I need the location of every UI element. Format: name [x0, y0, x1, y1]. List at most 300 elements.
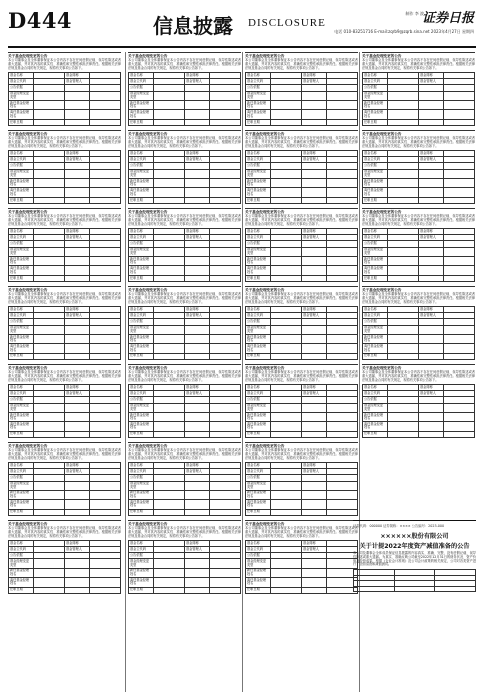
table-cell [184, 481, 209, 490]
table-cell: 公告依据 [129, 475, 154, 481]
table-row [9, 412, 121, 421]
table-row [129, 431, 241, 437]
table-cell: 任职日期 [363, 197, 388, 203]
table-cell [33, 197, 64, 203]
table-cell [33, 353, 64, 359]
fund-notice [245, 52, 358, 126]
fund-notice [8, 442, 121, 516]
table-cell: 基金主代码 [129, 235, 154, 241]
table-cell [443, 353, 474, 359]
table-cell: 公告依据 [246, 241, 271, 247]
table-cell: 新任基金经理姓名 [129, 412, 154, 421]
table-cell [443, 256, 474, 265]
table-cell [33, 188, 64, 197]
table-cell: 基金名称 [9, 540, 34, 546]
notice-paragraph: 本公司董事会及全体董事保证本公告内容不存在任何虚假记载、误导性陈述或者重大遗漏，并对其内容的真实性、准确性和完整性承担法律责任。根据相关法律法规及基金合同的有关规定，现将有关事项公告如下。 [128, 370, 241, 382]
notice-heading: 关于基金经理变更的公告 [362, 286, 475, 292]
table-cell: 基金名称 [9, 307, 34, 313]
table-cell: 新任基金经理姓名 [9, 568, 34, 577]
table-cell [153, 412, 184, 421]
table-cell [209, 110, 240, 119]
table-cell [33, 325, 64, 334]
notice-paragraph: 本公司董事会及全体董事保证本公告内容不存在任何虚假记载、误导性陈述或者重大遗漏，并对其内容的真实性、准确性和完整性承担法律责任。根据相关法律法规及基金合同的有关规定，现将有关事项公告如下。 [245, 58, 358, 70]
fund-notice [362, 208, 475, 282]
table-cell: 任职日期 [246, 353, 271, 359]
table-cell [326, 179, 357, 188]
table-row [363, 275, 475, 281]
notice-title: 关于计提2022年度资产减值准备的公告 [359, 543, 470, 550]
column-4 [362, 52, 475, 517]
fund-notice [128, 52, 241, 126]
notice-code: 证券代码：000000 证券简称：×××× 公告编号：2023-000 [353, 524, 445, 528]
notice-heading: 关于基金经理变更的公告 [128, 286, 241, 292]
table-cell [418, 101, 443, 110]
table-cell: 基金简称 [184, 540, 209, 546]
table-cell: 任职日期 [9, 197, 34, 203]
notice-table [362, 150, 475, 204]
table-cell: 基金简称 [301, 151, 326, 157]
table-cell: 公告依据 [246, 475, 271, 481]
notice-paragraph: 本公司董事会及全体董事保证本公告内容不存在任何虚假记载、误导性陈述或者重大遗漏，并对其内容的真实性、准确性和完整性承担法律责任。根据相关法律法规及基金合同的有关规定，现将有关事项公告如下。 [8, 448, 121, 460]
table-cell: 基金主代码 [363, 157, 388, 163]
table-cell: 公告依据 [9, 163, 34, 169]
table-cell: 任职日期 [246, 509, 271, 515]
table-cell: 基金名称 [246, 462, 271, 468]
table-cell [184, 344, 209, 353]
newspaper-meta: 电话 010-83251716 E-mail:zqrb9@zqrb.sina.net 2023年4月27日 星期四 [334, 29, 474, 34]
table-cell: 基金主代码 [9, 391, 34, 397]
table-cell [153, 188, 184, 197]
table-cell [153, 422, 184, 431]
table-cell: 新任基金经理姓名 [129, 568, 154, 577]
table-cell [33, 91, 64, 100]
table-cell: 基金管理人 [64, 547, 89, 553]
table-row [9, 587, 121, 593]
table-cell [270, 188, 301, 197]
table-cell: 任职日期 [246, 197, 271, 203]
table-cell: 基金主代码 [246, 79, 271, 85]
table-row [9, 578, 121, 587]
table-row [363, 325, 475, 334]
table-cell: 离任基金经理姓名 [129, 110, 154, 119]
table-cell [184, 403, 209, 412]
table-cell [184, 188, 209, 197]
table-cell [64, 490, 89, 499]
table-row [363, 179, 475, 188]
table-cell: 任职日期 [129, 587, 154, 593]
table-row [246, 559, 358, 568]
table-cell: 基金管理人 [418, 313, 443, 319]
table-cell [209, 247, 240, 256]
table-row [129, 169, 241, 178]
table-cell: 基金经理变更类型 [129, 481, 154, 490]
notice-table [8, 384, 121, 438]
table-cell: 基金经理变更类型 [246, 325, 271, 334]
table-row [246, 422, 358, 431]
table-cell: 离任基金经理姓名 [246, 110, 271, 119]
table-cell [33, 481, 64, 490]
table-cell [209, 266, 240, 275]
table-cell: 基金主代码 [129, 157, 154, 163]
table-cell: 基金主代码 [246, 157, 271, 163]
table-cell [387, 188, 418, 197]
notice-heading: 关于基金经理变更的公告 [362, 52, 475, 58]
table-cell: 新任基金经理姓名 [129, 179, 154, 188]
notice-paragraph: 本公司董事会及全体董事保证本公告内容不存在任何虚假记载、误导性陈述或者重大遗漏，并对其内容的真实性、准确性和完整性承担法律责任。根据相关法律法规及基金合同的有关规定，现将有关事项公告如下。 [128, 136, 241, 148]
table-row [246, 481, 358, 490]
table-row [9, 256, 121, 265]
table-cell: 离任基金经理姓名 [9, 110, 34, 119]
table-cell [64, 334, 89, 343]
notice-table [128, 72, 241, 126]
table-cell: 基金名称 [129, 462, 154, 468]
table-cell [443, 110, 474, 119]
table-cell: 新任基金经理姓名 [9, 412, 34, 421]
fund-notice [362, 364, 475, 438]
table-row [363, 169, 475, 178]
table-cell: 新任基金经理姓名 [129, 256, 154, 265]
table-cell [418, 325, 443, 334]
table-cell: 任职日期 [9, 119, 34, 125]
table-cell [209, 578, 240, 587]
table-cell: 基金主代码 [246, 547, 271, 553]
table-cell [418, 353, 443, 359]
table-cell [418, 256, 443, 265]
table-cell: 离任基金经理姓名 [246, 344, 271, 353]
table-cell [301, 422, 326, 431]
table-cell: 基金主代码 [129, 547, 154, 553]
table-cell: 基金主代码 [246, 391, 271, 397]
table-cell [184, 179, 209, 188]
table-cell: 基金简称 [64, 229, 89, 235]
table-cell: 基金经理变更类型 [246, 481, 271, 490]
fund-notice [245, 208, 358, 282]
table-cell [326, 412, 357, 421]
table-cell: 公告依据 [129, 85, 154, 91]
table-cell: 公告依据 [246, 163, 271, 169]
fund-notice [245, 364, 358, 438]
section-title-en: DISCLOSURE [248, 17, 326, 29]
table-cell [89, 101, 120, 110]
table-cell [443, 247, 474, 256]
notice-table [245, 150, 358, 204]
table-cell: 基金经理变更类型 [363, 169, 388, 178]
table-cell [64, 578, 89, 587]
fund-notice [8, 520, 121, 594]
table-row [363, 119, 475, 125]
table-row [246, 509, 358, 515]
fund-notice [128, 130, 241, 204]
table-cell [301, 101, 326, 110]
table-cell [64, 119, 89, 125]
table-cell: 任职日期 [246, 119, 271, 125]
table-cell [326, 188, 357, 197]
table-cell [153, 353, 184, 359]
table-cell: 基金主代码 [129, 469, 154, 475]
table-row [129, 578, 241, 587]
table-cell [326, 197, 357, 203]
table-cell: 基金主代码 [363, 79, 388, 85]
table-cell: 基金简称 [64, 307, 89, 313]
table-row [9, 422, 121, 431]
table-cell: 基金名称 [129, 229, 154, 235]
table-cell: 离任基金经理姓名 [129, 422, 154, 431]
table-cell: 新任基金经理姓名 [363, 412, 388, 421]
table-cell: 基金主代码 [246, 313, 271, 319]
table-row [9, 568, 121, 577]
table-cell [301, 587, 326, 593]
table-cell: 离任基金经理姓名 [363, 344, 388, 353]
table-cell: 公告依据 [9, 85, 34, 91]
table-cell [64, 110, 89, 119]
table-cell [443, 197, 474, 203]
table-cell [89, 334, 120, 343]
fund-notice [128, 442, 241, 516]
table-cell [209, 500, 240, 509]
table-cell [89, 119, 120, 125]
table-cell: 基金简称 [418, 151, 443, 157]
table-cell: 基金经理变更类型 [363, 325, 388, 334]
table-cell [418, 275, 443, 281]
table-cell [64, 179, 89, 188]
table-cell: 新任基金经理姓名 [246, 101, 271, 110]
table-row [246, 256, 358, 265]
table-row [9, 197, 121, 203]
table-cell [153, 179, 184, 188]
table-row [9, 91, 121, 100]
table-cell: 基金主代码 [129, 313, 154, 319]
table-cell [89, 587, 120, 593]
notice-paragraph: 本公司董事会及全体董事保证本公告内容不存在任何虚假记载、误导性陈述或者重大遗漏，并对其内容的真实性、准确性和完整性承担法律责任。根据相关法律法规及基金合同的有关规定，现将有关事项公告如下。 [362, 214, 475, 226]
table-cell: 基金简称 [301, 307, 326, 313]
table-cell [326, 91, 357, 100]
table-cell [209, 101, 240, 110]
notice-heading: 关于基金经理变更的公告 [8, 208, 121, 214]
table-cell: 基金管理人 [418, 391, 443, 397]
table-cell [209, 275, 240, 281]
table-cell [301, 578, 326, 587]
table-cell [89, 256, 120, 265]
table-cell [33, 101, 64, 110]
table-cell: 离任基金经理姓名 [246, 422, 271, 431]
table-cell [33, 119, 64, 125]
notice-paragraph: 本公司董事会及全体董事保证本公告内容不存在任何虚假记载、误导性陈述或者重大遗漏，并对其内容的真实性、准确性和完整性承担法律责任。根据相关法律法规及基金合同的有关规定，现将有关事项公告如下。 [8, 136, 121, 148]
table-cell: 公告依据 [9, 241, 34, 247]
notice-table [128, 462, 241, 516]
table-cell: 新任基金经理姓名 [246, 568, 271, 577]
table-cell: 新任基金经理姓名 [363, 334, 388, 343]
table-cell [89, 197, 120, 203]
table-cell [209, 422, 240, 431]
fund-notice [8, 208, 121, 282]
table-cell: 基金管理人 [184, 235, 209, 241]
table-row [129, 587, 241, 593]
notice-heading: 关于基金经理变更的公告 [8, 442, 121, 448]
table-cell [387, 179, 418, 188]
table-cell [443, 344, 474, 353]
table-cell [301, 431, 326, 437]
table-cell: 基金简称 [64, 73, 89, 79]
table-row [9, 559, 121, 568]
table-cell [153, 500, 184, 509]
table-cell [301, 490, 326, 499]
table-cell: 公告依据 [363, 397, 388, 403]
table-cell: 基金名称 [363, 73, 388, 79]
table-cell: 基金经理变更类型 [246, 169, 271, 178]
table-cell [184, 266, 209, 275]
table-row [9, 353, 121, 359]
table-cell: 任职日期 [363, 431, 388, 437]
table-cell: 基金管理人 [184, 157, 209, 163]
table-cell: 基金主代码 [363, 235, 388, 241]
table-cell [153, 110, 184, 119]
table-cell [33, 179, 64, 188]
table-cell [33, 334, 64, 343]
table-cell [33, 344, 64, 353]
table-cell: 新任基金经理姓名 [363, 101, 388, 110]
table-cell [387, 266, 418, 275]
table-cell: 基金管理人 [301, 391, 326, 397]
table-cell [270, 568, 301, 577]
table-cell: 基金经理变更类型 [9, 325, 34, 334]
table-row [246, 500, 358, 509]
table-cell [184, 101, 209, 110]
notice-paragraph: 本公司董事会及全体董事保证本公告内容不存在任何虚假记载、误导性陈述或者重大遗漏，并对其内容的真实性、准确性和完整性承担法律责任。根据相关法律法规及基金合同的有关规定，现将有关事项公告如下。 [362, 292, 475, 304]
table-cell: 任职日期 [129, 275, 154, 281]
table-cell: 基金简称 [184, 229, 209, 235]
table-cell [89, 412, 120, 421]
table-cell [153, 101, 184, 110]
table-cell: 基金管理人 [184, 547, 209, 553]
table-cell [326, 403, 357, 412]
table-row [363, 422, 475, 431]
table-row [363, 110, 475, 119]
table-cell [89, 431, 120, 437]
table-cell: 离任基金经理姓名 [129, 188, 154, 197]
table-row [129, 353, 241, 359]
table-cell [387, 325, 418, 334]
table-cell [89, 490, 120, 499]
table-cell [418, 422, 443, 431]
table-cell: 离任基金经理姓名 [9, 344, 34, 353]
table-cell: 基金简称 [64, 540, 89, 546]
table-cell: 公告依据 [246, 553, 271, 559]
table-cell [270, 325, 301, 334]
table-cell [418, 431, 443, 437]
table-cell [153, 431, 184, 437]
notice-table [245, 306, 358, 360]
table-cell [418, 266, 443, 275]
table-row [246, 188, 358, 197]
table-cell [301, 325, 326, 334]
table-cell [64, 500, 89, 509]
table-cell [184, 256, 209, 265]
table-cell: 离任基金经理姓名 [9, 266, 34, 275]
table-cell: 离任基金经理姓名 [129, 578, 154, 587]
disclosure-content [8, 52, 476, 692]
table-cell [89, 403, 120, 412]
page-number: D444 [8, 8, 73, 33]
notice-heading: 关于基金经理变更的公告 [245, 130, 358, 136]
fund-notice [8, 286, 121, 360]
table-cell: 基金简称 [418, 73, 443, 79]
notice-paragraph: 本公司董事会及全体董事保证本公告内容不存在任何虚假记载、误导性陈述或者重大遗漏，并对其内容的真实性、准确性和完整性承担法律责任。根据相关法律法规及基金合同的有关规定，现将有关事项公告如下。 [128, 292, 241, 304]
table-cell [64, 481, 89, 490]
fund-notice [128, 520, 241, 594]
table-cell [64, 275, 89, 281]
table-cell [209, 509, 240, 515]
notice-heading: 关于基金经理变更的公告 [8, 286, 121, 292]
table-cell [326, 275, 357, 281]
table-cell [301, 188, 326, 197]
table-cell: 基金主代码 [129, 391, 154, 397]
table-row [246, 578, 358, 587]
table-cell [270, 403, 301, 412]
table-row [129, 334, 241, 343]
table-cell [64, 403, 89, 412]
notice-heading: 关于基金经理变更的公告 [245, 52, 358, 58]
table-cell: 任职日期 [9, 275, 34, 281]
table-cell [443, 119, 474, 125]
table-row [129, 188, 241, 197]
table-cell: 基金经理变更类型 [9, 403, 34, 412]
column-3 [245, 52, 358, 692]
table-cell [33, 256, 64, 265]
notice-paragraph: 本公司董事会及全体董事保证本公告内容不存在任何虚假记载、误导性陈述或者重大遗漏，并对其内容的真实性、准确性和完整性承担法律责任。根据相关法律法规及基金合同的有关规定，现将有关事项公告如下。 [8, 58, 121, 70]
table-cell [153, 256, 184, 265]
table-cell [153, 344, 184, 353]
table-cell [89, 275, 120, 281]
table-cell: 新任基金经理姓名 [363, 179, 388, 188]
table-cell [89, 559, 120, 568]
impairment-notice [353, 520, 476, 592]
table-cell [443, 179, 474, 188]
table-row [9, 110, 121, 119]
table-cell: 新任基金经理姓名 [129, 334, 154, 343]
table-cell [153, 568, 184, 577]
table-row [246, 275, 358, 281]
table-cell [33, 587, 64, 593]
table-cell: 离任基金经理姓名 [129, 266, 154, 275]
table-cell: 基金名称 [363, 229, 388, 235]
table-cell: 基金主代码 [9, 469, 34, 475]
table-cell: 基金经理变更类型 [9, 91, 34, 100]
table-cell: 基金经理变更类型 [129, 325, 154, 334]
table-cell: 任职日期 [9, 431, 34, 437]
notice-heading: 关于基金经理变更的公告 [362, 364, 475, 370]
table-cell: 基金管理人 [301, 313, 326, 319]
table-row [129, 247, 241, 256]
table-cell: 基金经理变更类型 [129, 403, 154, 412]
table-cell [443, 275, 474, 281]
table-cell [443, 325, 474, 334]
notice-table [245, 72, 358, 126]
table-cell: 公告依据 [129, 553, 154, 559]
table-cell [184, 587, 209, 593]
table-row [363, 431, 475, 437]
table-cell: 基金简称 [184, 307, 209, 313]
table-cell [301, 559, 326, 568]
table-cell [326, 334, 357, 343]
table-cell [153, 587, 184, 593]
table-cell [153, 334, 184, 343]
table-cell [418, 179, 443, 188]
table-row [246, 344, 358, 353]
table-cell [270, 500, 301, 509]
table-cell [387, 197, 418, 203]
notice-heading: 关于基金经理变更的公告 [128, 52, 241, 58]
table-cell [270, 110, 301, 119]
